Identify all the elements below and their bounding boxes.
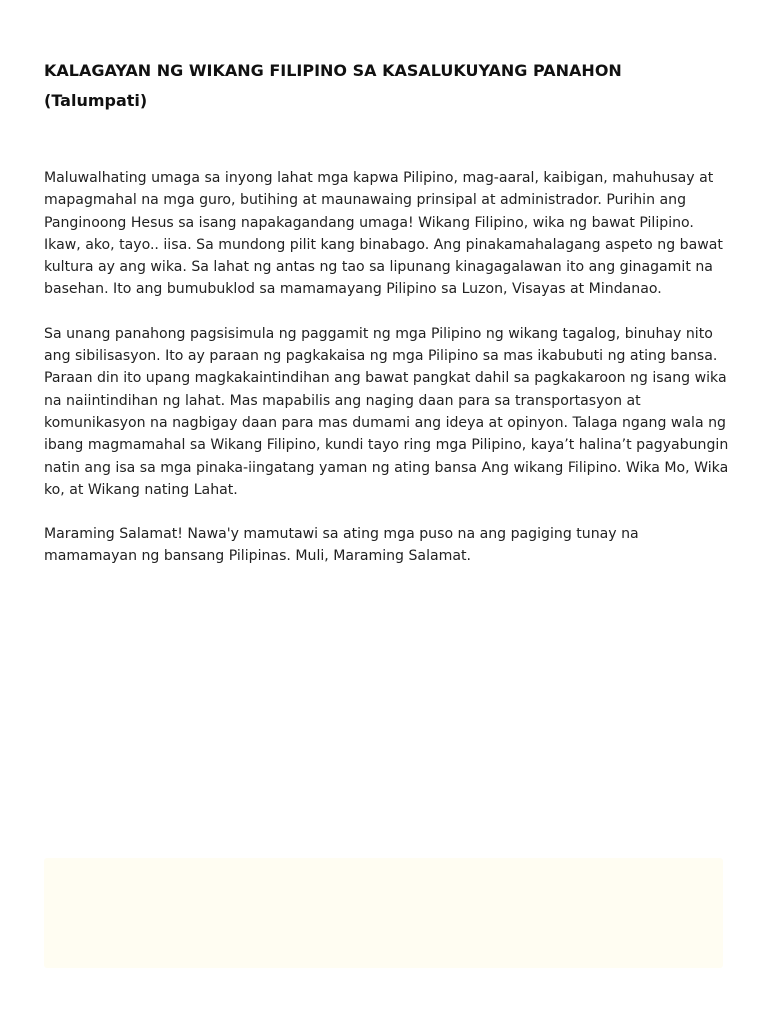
title-line-1: KALAGAYAN NG WIKANG FILIPINO SA KASALUKUYANG PANAHON — [44, 61, 622, 80]
title-line-2: (Talumpati) — [44, 91, 148, 110]
paragraph-2: Sa unang panahong pagsisimula ng paggamit ng mga Pilipino ng wikang tagalog, binuhay nito ang sibilisasyon. Ito ay paraan ng pagkakaisa ng mga Pilipino sa mas ikabubuti ng ating bansa. Paraan din ito upang magkakaintindihan ang bawat pangkat dahil sa pagkakaroon ng isang wika na naiintindihan ng lahat. Mas mapabilis ang naging daan para sa transportasyon at komunikasyon na nagbigay daan para mas dumami ang ideya at opinyon. Talaga ngang wala ng ibang magmamahal sa Wikang Filipino, kundi tayo ring mga Pilipino, kaya’t halina’t pagyabungin natin ang isa sa mga pinaka-iingatang yaman ng ating bansa Ang wikang Filipino. Wika Mo, Wika ko, at Wikang nating Lahat. — [44, 325, 729, 498]
paragraph-1: Maluwalhating umaga sa inyong lahat mga kapwa Pilipino, mag-aaral, kaibigan, mahuhusay at mapagmahal na mga guro, butihing at maunawaing prinsipal at administrador. Purihin ang Panginoong Hesus sa isang napakagandang umaga! Wikang Filipino, wika ng bawat Pilipino. Ikaw, ako, tayo.. iisa. Sa mundong pilit kang binabago. Ang pinakamahalagang aspeto ng bawat kultura ay ang wika. Sa lahat ng antas ng tao sa lipunang kinagagalawan ito ang ginagamit na basehan. Ito ang bumubuklod sa mamamayang Pilipino sa Luzon, Visayas at Mindanao. — [44, 170, 723, 298]
document-title — [44, 56, 744, 116]
document-body — [44, 167, 734, 590]
ad-placeholder — [44, 858, 723, 968]
paragraph-3: Maraming Salamat! Nawa'y mamutawi sa ating mga puso na ang pagiging tunay na mamamayan ng bansang Pilipinas. Muli, Maraming Salamat. — [44, 526, 639, 565]
